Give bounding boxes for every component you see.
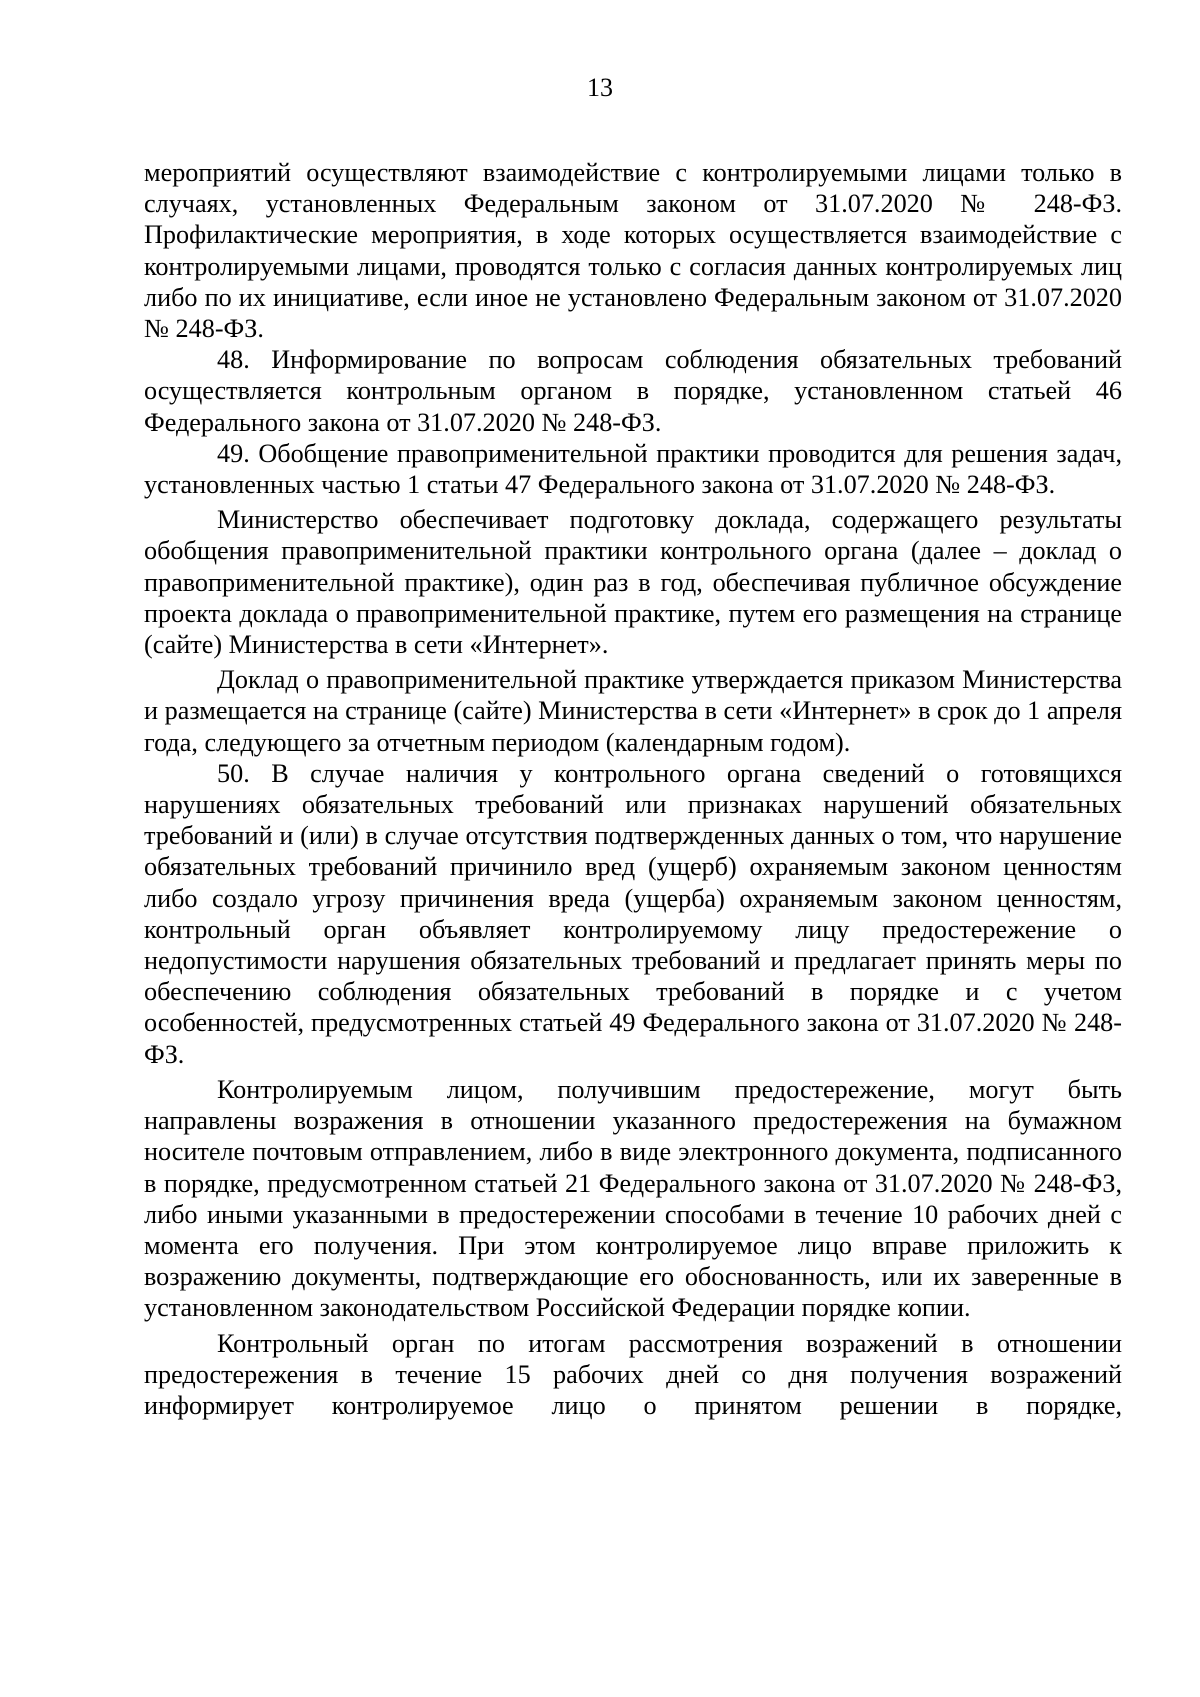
paragraph-49-report: Министерство обеспечивает подготовку доклада, содержащего результаты обобщения правоприменительной практики контрольного органа (далее – доклад о правоприменительной практике), один раз в год, обеспечивая публичное обсуждение проекта доклада о правоприменительной практике, путем его размещения на странице (сайте) Министерства в сети «Интернет». bbox=[144, 505, 1122, 660]
document-body bbox=[144, 157, 1122, 1421]
paragraph-50-objections: Контролируемым лицом, получившим предостережение, могут быть направлены возражения в отношении указанного предостережения на бумажном носителе почтовым отправлением, либо в виде электронного документа, подписанного в порядке, предусмотренном статьей 21 Федерального закона от 31.07.2020 № 248-ФЗ, либо иными указанными в предостережении способами в течение 10 рабочих дней с момента его получения. При этом контролируемое лицо вправе приложить к возражению документы, подтверждающие его обоснованность, или их заверенные в установленном законодательством Российской Федерации порядке копии. bbox=[144, 1074, 1122, 1323]
paragraph-48: 48. Информирование по вопросам соблюдения обязательных требований осуществляется контрольным органом в порядке, установленном статьей 46 Федерального закона от 31.07.2020 № 248-ФЗ. bbox=[144, 345, 1122, 437]
paragraph-49: 49. Обобщение правоприменительной практики проводится для решения задач, установленных частью 1 статьи 47 Федерального закона от 31.07.2020 № 248-ФЗ. bbox=[144, 438, 1122, 500]
paragraph-49-approval: Доклад о правоприменительной практике утверждается приказом Министерства и размещается на странице (сайте) Министерства в сети «Интернет» в срок до 1 апреля года, следующего за отчетным периодом (календарным годом). bbox=[144, 665, 1122, 757]
paragraph-continuation: мероприятий осуществляют взаимодействие с контролируемыми лицами только в случаях, установленных Федеральным законом от 31.07.2020 № 248-ФЗ. Профилактические мероприятия, в ходе которых осуществляется взаимодействие с контролируемыми лицами, проводятся только с согласия данных контролируемых лиц либо по их инициативе, если иное не установлено Федеральным законом от 31.07.2020 № 248-ФЗ. bbox=[144, 158, 1122, 344]
page-number: 13 bbox=[587, 73, 613, 102]
paragraph-50-review: Контрольный орган по итогам рассмотрения возражений в отношении предостережения в течение 15 рабочих дней со дня получения возражений информирует контролируемое лицо о принятом решении в порядке, bbox=[144, 1328, 1122, 1420]
paragraph-50: 50. В случае наличия у контрольного органа сведений о готовящихся нарушениях обязательных требований или признаках нарушений обязательных требований и (или) в случае отсутствия подтвержденных данных о том, что нарушение обязательных требований причинило вред (ущерб) охраняемым законом ценностям либо создало угрозу причинения вреда (ущерба) охраняемым законом ценностям, контрольный орган объявляет контролируемому лицу предостережение о недопустимости нарушения обязательных требований и предлагает принять меры по обеспечению соблюдения обязательных требований в порядке и с учетом особенностей, предусмотренных статьей 49 Федерального закона от 31.07.2020 № 248-ФЗ. bbox=[144, 758, 1122, 1069]
